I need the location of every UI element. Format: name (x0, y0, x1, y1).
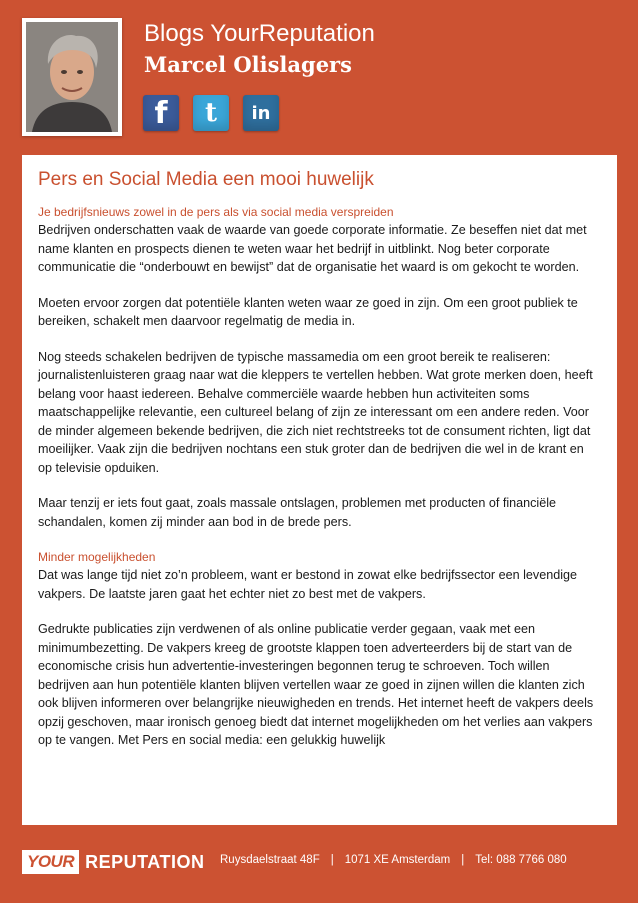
phone[interactable]: Tel: 088 7766 080 (475, 854, 567, 866)
social-links (143, 95, 279, 131)
address: Ruysdaelstraat 48F (220, 854, 320, 866)
paragraph: Bedrijven onderschatten vaak de waarde van goede corporate informatie. Ze beseffen niet dat met name klanten en prospects dienen te weten waar het bedrijf in uitblinkt. Nog beter corporate communicatie die “onderbouwt en bewijst” dat de organisatie het waard is om gekocht te worden. (38, 223, 587, 274)
postal-code: 1071 XE Amsterdam (344, 854, 451, 866)
linkedin-icon[interactable]: in (243, 95, 279, 131)
separator: | (461, 854, 465, 866)
paragraph: Nog steeds schakelen bedrijven de typische massamedia om een groot bereik te realiseren: journalistenluisteren graag naar wat die kleppers te vertellen hebben. Wat grote merken doen, heeft belang voor haast iedereen. Behalve commerciële waarde hebben hun activiteiten soms maatschappelijke relevantie, een cultureel belang of zijn ze interessant om een andere reden. Voor de minder algemeen bekende bedrijven, die zich niet rechtstreeks tot de consument richten, ligt dat moeilijker. Vaak zijn die bedrijven nochtans een stuk groter dan de bedrijven die wel in de krant en op televisie opduiken. (38, 349, 593, 475)
paragraph: Dat was lange tijd niet zo’n probleem, want er bestond in zowat elke bedrijfssector een levendige vakpers. De laatste jaren gaat het echter niet zo best met de vakpers. (38, 568, 578, 601)
article-title: Pers en Social Media een mooi huwelijk (38, 169, 374, 190)
paragraph: Maar tenzij er iets fout gaat, zoals massale ontslagen, problemen met producten of financiële schandalen, komen zij minder aan bod in de brede pers. (38, 496, 557, 529)
author-photo (22, 18, 122, 136)
separator: | (330, 854, 334, 866)
logo-your[interactable]: YOUR (22, 850, 79, 874)
paragraph: Gedrukte publicaties zijn verdwenen of als online publicatie verder gegaan, vaak met een minimumbezetting. De vakpers kreeg de grootste klappen toen adverteerders bij de start van de economische crisis hun advertentie-investeringen begonnen terug te schroeven. Toch willen bedrijven aan hun potentiële klanten blijven vertellen waar ze goed in zijnen willen die klanten zich ook blijven informeren over belangrijke nieuwigheden en trends. Het internet heeft de vakpers deels opzij geschoven, maar ironisch genoeg biedt dat internet mogelijkheden om het verlies aan vakpers op te vangen. Met Pers en social media: een gelukkig huwelijk (38, 622, 594, 747)
blog-title: Blogs YourReputation (144, 20, 375, 47)
author-name: Marcel Olislagers (144, 52, 352, 77)
paragraph: Moeten ervoor zorgen dat potentiële klanten weten waar ze goed in zijn. Om een groot publiek te bereiken, schakelt men daarvoor regelmatig de media in. (38, 295, 578, 328)
footer (22, 840, 617, 884)
article-subheading: Je bedrijfsnieuws zowel in de pers als via social media verspreiden (38, 205, 394, 219)
facebook-icon[interactable]: f (143, 95, 179, 131)
twitter-icon[interactable]: t (193, 95, 229, 131)
article-card (22, 155, 617, 825)
header (0, 0, 638, 155)
article-subheading: Minder mogelijkheden (38, 550, 156, 564)
contact-info (220, 854, 567, 866)
logo-reputation[interactable]: REPUTATION (85, 851, 205, 872)
